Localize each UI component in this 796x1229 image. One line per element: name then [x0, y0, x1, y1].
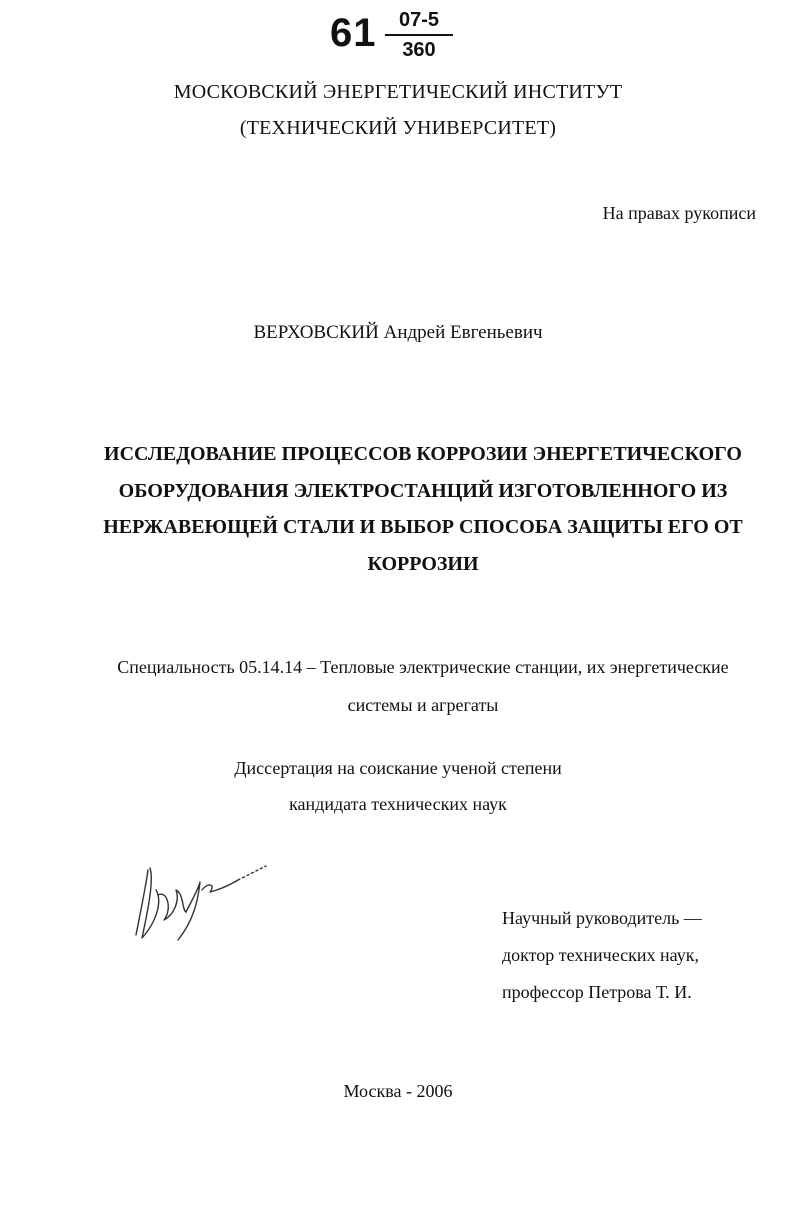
- place-year: Москва - 2006: [343, 1081, 453, 1101]
- degree-line: кандидата технических наук: [289, 794, 507, 814]
- specialty-line: Специальность 05.14.14 – Тепловые электрические станции, их энергетические: [117, 657, 729, 677]
- specialty-block: [80, 648, 766, 724]
- library-code-fraction: [385, 8, 453, 62]
- supervisor-block: [502, 900, 702, 1011]
- library-code-numerator: 07-5: [398, 9, 440, 31]
- signature-stroke: [178, 882, 200, 940]
- signature-stroke: [238, 866, 266, 880]
- degree-line: Диссертация на соискание ученой степени: [234, 758, 562, 778]
- supervisor-line: доктор технических наук,: [502, 945, 699, 965]
- title-line: ИССЛЕДОВАНИЕ ПРОЦЕССОВ КОРРОЗИИ ЭНЕРГЕТИЧЕСКОГО: [104, 443, 742, 465]
- title-line: ОБОРУДОВАНИЯ ЭЛЕКТРОСТАНЦИЙ ИЗГОТОВЛЕННОГО ИЗ: [118, 479, 728, 502]
- title-line: КОРРОЗИИ: [367, 552, 479, 575]
- signature-stroke: [136, 870, 148, 935]
- signature-stroke: [142, 868, 159, 938]
- specialty-line: системы и агрегаты: [347, 695, 499, 715]
- handwritten-signature: [128, 860, 268, 950]
- supervisor-line: профессор Петрова Т. И.: [502, 982, 692, 1002]
- library-code-denominator: 360: [402, 39, 436, 61]
- fraction-rule: [385, 34, 453, 36]
- rights-note: На правах рукописи: [602, 203, 756, 223]
- title-line: НЕРЖАВЕЮЩЕЙ СТАЛИ И ВЫБОР СПОСОБА ЗАЩИТЫ ЕГО ОТ: [103, 516, 743, 538]
- author-name: ВЕРХОВСКИЙ Андрей Евгеньевич: [253, 322, 543, 343]
- library-code-main: 61: [330, 11, 377, 55]
- dissertation-title: [100, 436, 746, 582]
- signature-stroke: [202, 880, 238, 892]
- supervisor-line: Научный руководитель —: [502, 908, 702, 928]
- institute-subtitle: (ТЕХНИЧЕСКИЙ УНИВЕРСИТЕТ): [239, 117, 557, 139]
- institute-name: МОСКОВСКИЙ ЭНЕРГЕТИЧЕСКИЙ ИНСТИТУТ: [173, 81, 623, 103]
- signature-stroke: [158, 890, 186, 920]
